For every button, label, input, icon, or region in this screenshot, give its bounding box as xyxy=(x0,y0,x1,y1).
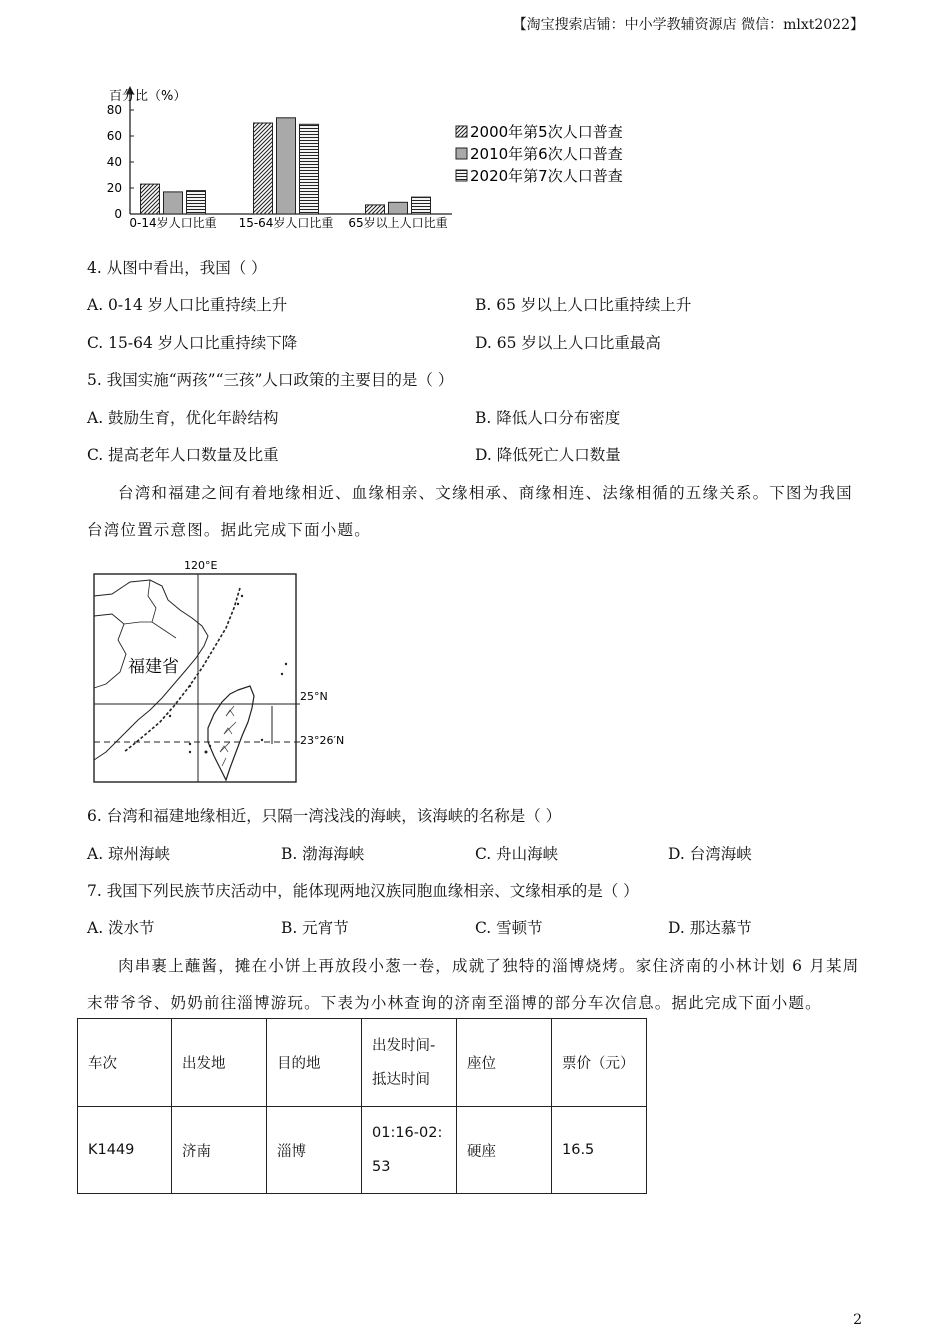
q4-stem: 4. 从图中看出，我国（ ） xyxy=(87,259,267,277)
bar-2-0 xyxy=(366,205,385,214)
bar-1-0 xyxy=(254,123,273,214)
header-seat: 座位 xyxy=(457,1019,552,1107)
cell-to: 淄博 xyxy=(267,1107,362,1194)
legend-label: 2000年第5次人口普查 xyxy=(470,123,623,141)
category-label: 15-64岁人口比重 xyxy=(238,216,334,230)
chart-y-label: 百分比（%） xyxy=(109,89,187,104)
cell-seat: 硬座 xyxy=(457,1107,552,1194)
cell-from: 济南 xyxy=(172,1107,267,1194)
q6-option-d[interactable]: D. 台湾海峡 xyxy=(668,845,752,863)
cell-time-line1: 01:16-02: xyxy=(372,1125,443,1141)
header-from: 出发地 xyxy=(172,1019,267,1107)
q4-option-a[interactable]: A. 0-14 岁人口比重持续上升 xyxy=(87,296,288,314)
q5-stem: 5. 我国实施“两孩”“三孩”人口政策的主要目的是（ ） xyxy=(87,371,454,389)
bar-0-2 xyxy=(187,191,206,214)
header-time-line1: 出发时间- xyxy=(372,1037,436,1054)
bar-1-2 xyxy=(300,124,319,214)
map-lon-label: 120°E xyxy=(184,559,218,572)
q4-option-d[interactable]: D. 65 岁以上人口比重最高 xyxy=(475,334,661,352)
y-tick-label: 0 xyxy=(114,207,122,221)
q5-option-c[interactable]: C. 提高老年人口数量及比重 xyxy=(87,446,279,464)
q7-option-c[interactable]: C. 雪顿节 xyxy=(475,919,543,937)
table-header-row xyxy=(78,1019,647,1107)
bar-2-1 xyxy=(389,202,408,214)
legend-swatch xyxy=(456,126,467,137)
chart-bars xyxy=(141,118,431,214)
q7-option-b[interactable]: B. 元宵节 xyxy=(281,919,349,937)
q4-option-b[interactable]: B. 65 岁以上人口比重持续上升 xyxy=(475,296,692,314)
cell-price: 16.5 xyxy=(552,1107,647,1194)
population-bar-chart xyxy=(92,82,652,232)
cell-time xyxy=(362,1107,457,1194)
category-label: 0-14岁人口比重 xyxy=(129,216,217,230)
bar-1-1 xyxy=(277,118,296,214)
cell-train-no: K1449 xyxy=(78,1107,172,1194)
q7-option-a[interactable]: A. 泼水节 xyxy=(87,919,155,937)
intro-zibo-line1: 肉串裹上蘸酱，摊在小饼上再放段小葱一卷，成就了独特的淄博烧烤。家住济南的小林计划 6 月某周 xyxy=(118,957,860,975)
q6-stem: 6. 台湾和福建地缘相近，只隔一湾浅浅的海峡，该海峡的名称是（ ） xyxy=(87,807,562,825)
legend-swatch xyxy=(456,170,467,181)
q6-option-a[interactable]: A. 琼州海峡 xyxy=(87,845,171,863)
header-time-line2: 抵达时间 xyxy=(372,1071,430,1088)
q6-option-b[interactable]: B. 渤海海峡 xyxy=(281,845,365,863)
q5-option-d[interactable]: D. 降低死亡人口数量 xyxy=(475,446,621,464)
header-train-no: 车次 xyxy=(78,1019,172,1107)
header-price: 票价（元） xyxy=(552,1019,647,1107)
train-schedule-table xyxy=(77,1018,647,1194)
legend-label: 2010年第6次人口普查 xyxy=(470,145,623,163)
map-fujian-label: 福建省 xyxy=(128,657,179,677)
table-row xyxy=(78,1107,647,1194)
legend-label: 2020年第7次人口普查 xyxy=(470,167,623,185)
bar-0-1 xyxy=(164,192,183,214)
page-number: 2 xyxy=(853,1312,862,1328)
q6-option-c[interactable]: C. 舟山海峡 xyxy=(475,845,559,863)
chart-legend xyxy=(456,123,623,185)
page-header: 【淘宝搜索店铺：中小学教辅资源店 微信：mlxt2022】 xyxy=(512,17,864,33)
legend-swatch xyxy=(456,148,467,159)
map-tropic-label: 23°26′N xyxy=(300,734,345,747)
header-time xyxy=(362,1019,457,1107)
bar-0-0 xyxy=(141,184,160,214)
q5-option-b[interactable]: B. 降低人口分布密度 xyxy=(475,409,621,427)
cell-time-line2: 53 xyxy=(372,1159,391,1175)
bar-2-2 xyxy=(412,197,431,214)
y-tick-label: 60 xyxy=(106,129,122,143)
q7-stem: 7. 我国下列民族节庆活动中，能体现两地汉族同胞血缘相亲、文缘相承的是（ ） xyxy=(87,882,639,900)
intro-taiwan-line1: 台湾和福建之间有着地缘相近、血缘相亲、文缘相承、商缘相连、法缘相循的五缘关系。下图为我国 xyxy=(118,484,853,502)
q7-option-d[interactable]: D. 那达慕节 xyxy=(668,919,752,937)
header-to: 目的地 xyxy=(267,1019,362,1107)
map-lat-25-label: 25°N xyxy=(300,690,328,703)
q5-option-a[interactable]: A. 鼓励生育，优化年龄结构 xyxy=(87,409,279,427)
intro-zibo-line2: 末带爷爷、奶奶前往淄博游玩。下表为小林查询的济南至淄博的部分车次信息。据此完成下面小题。 xyxy=(87,994,822,1012)
y-tick-label: 40 xyxy=(106,155,122,169)
category-label: 65岁以上人口比重 xyxy=(348,216,448,230)
taiwan-location-map xyxy=(90,556,360,786)
q4-option-c[interactable]: C. 15-64 岁人口比重持续下降 xyxy=(87,334,298,352)
y-tick-label: 80 xyxy=(106,103,122,117)
y-tick-label: 20 xyxy=(106,181,122,195)
chart-categories xyxy=(129,215,447,230)
intro-taiwan-line2: 台湾位置示意图。据此完成下面小题。 xyxy=(87,521,371,539)
